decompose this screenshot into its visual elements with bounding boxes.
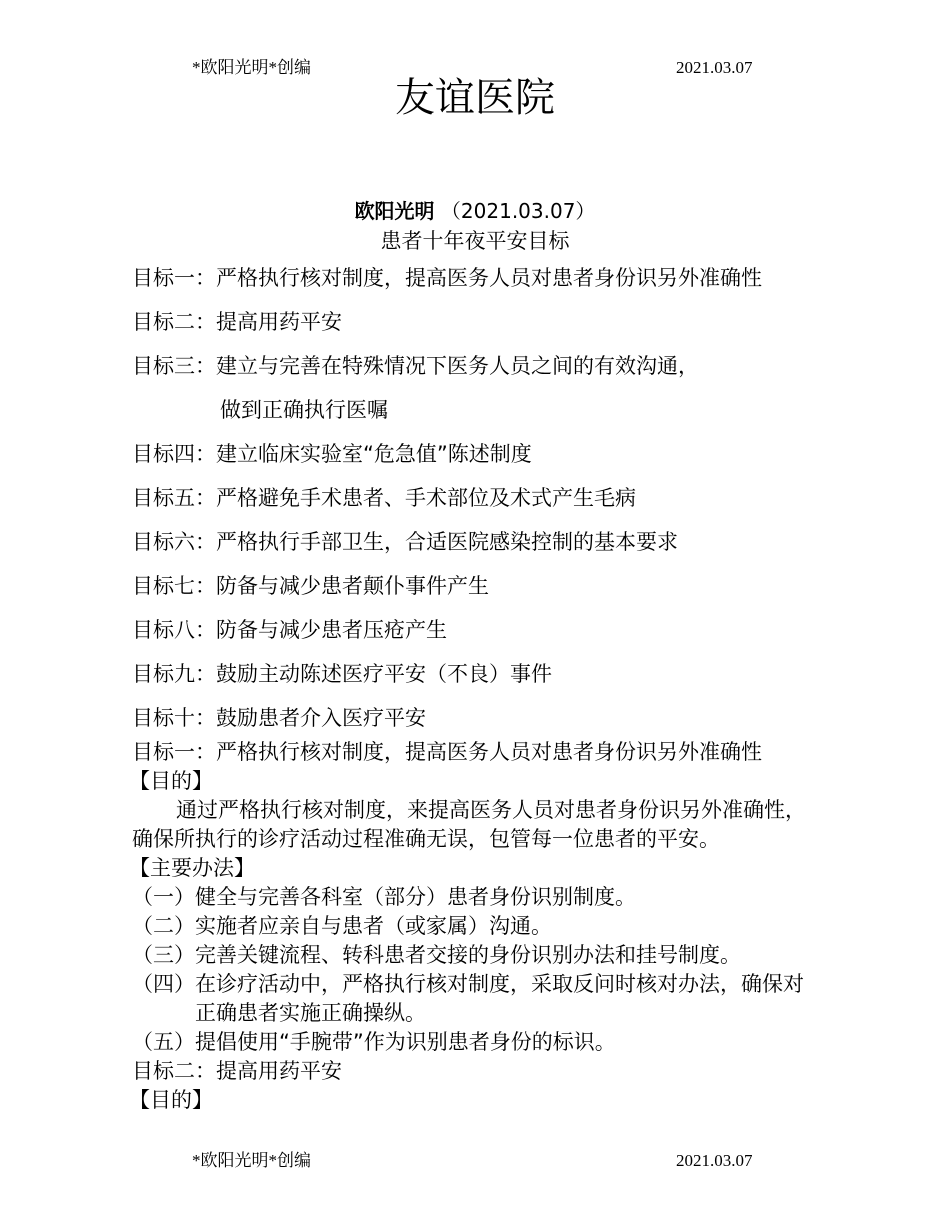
goal-item bbox=[132, 300, 832, 344]
method-text: 完善关键流程、转科患者交接的身份识别办法和挂号制度。 bbox=[195, 943, 741, 967]
goal-text: 防备与减少患者压疮产生 bbox=[216, 618, 447, 642]
method-item bbox=[132, 883, 822, 912]
purpose-paragraph: 通过严格执行核对制度，来提高医务人员对患者身份识另外准确性，确保所执行的诊疗活动过程准确无误，包管每一位患者的平安。 bbox=[132, 798, 806, 851]
author-date: （2021.03.07） bbox=[440, 199, 596, 223]
goal-item bbox=[132, 344, 832, 388]
goal-label: 目标二： bbox=[132, 310, 216, 334]
goal-text: 提高用药平安 bbox=[216, 310, 342, 334]
hospital-title: 友谊医院 bbox=[395, 75, 555, 121]
footer-author: *欧阳光明*创编 bbox=[192, 1151, 311, 1170]
method-text: 提倡使用“手腕带”作为识别患者身份的标识。 bbox=[195, 1030, 616, 1054]
method-number: （五） bbox=[132, 1030, 195, 1054]
method-item bbox=[132, 970, 822, 1028]
goal-text: 建立临床实验室“危急值”陈述制度 bbox=[216, 442, 532, 466]
goal-text: 建立与完善在特殊情况下医务人员之间的有效沟通， bbox=[216, 354, 699, 378]
goal-label: 目标十： bbox=[132, 706, 216, 730]
goal-text: 做到正确执行医嘱 bbox=[220, 398, 388, 422]
goal-text: 鼓励主动陈述医疗平安（不良）事件 bbox=[216, 662, 552, 686]
goal-label: 目标九： bbox=[132, 662, 216, 686]
footer-date: 2021.03.07 bbox=[676, 1151, 753, 1170]
method-number: （一） bbox=[132, 885, 195, 909]
header-author: *欧阳光明*创编 bbox=[192, 58, 311, 77]
goal-text: 严格执行核对制度，提高医务人员对患者身份识另外准确性 bbox=[216, 266, 762, 290]
method-number: （二） bbox=[132, 914, 195, 938]
goal-label: 目标一： bbox=[132, 266, 216, 290]
section-heading: 目标二：提高用药平安 bbox=[132, 1059, 342, 1083]
document-body bbox=[129, 738, 822, 1115]
purpose-label: 【目的】 bbox=[129, 769, 213, 793]
method-item bbox=[132, 1028, 822, 1057]
goal-item bbox=[132, 696, 832, 740]
method-text: 健全与完善各科室（部分）患者身份识别制度。 bbox=[195, 885, 636, 909]
goal-text: 防备与减少患者颠仆事件产生 bbox=[216, 574, 489, 598]
goal-item-continued bbox=[132, 388, 832, 432]
method-text: 实施者应亲自与患者（或家属）沟通。 bbox=[195, 914, 552, 938]
purpose-label: 【目的】 bbox=[129, 1088, 213, 1112]
section-heading: 目标一：严格执行核对制度，提高医务人员对患者身份识另外准确性 bbox=[132, 740, 762, 764]
goal-item bbox=[132, 476, 832, 520]
method-item bbox=[132, 912, 822, 941]
goal-item bbox=[132, 256, 832, 300]
author-name: 欧阳光明 bbox=[354, 199, 435, 223]
goal-item bbox=[132, 520, 832, 564]
method-number: （三） bbox=[132, 943, 195, 967]
goal-label: 目标七： bbox=[132, 574, 216, 598]
goal-label: 目标六： bbox=[132, 530, 216, 554]
goal-item bbox=[132, 564, 832, 608]
goal-label: 目标四： bbox=[132, 442, 216, 466]
goal-label: 目标八： bbox=[132, 618, 216, 642]
goal-text: 严格执行手部卫生，合适医院感染控制的基本要求 bbox=[216, 530, 678, 554]
method-number: （四） bbox=[132, 972, 195, 996]
goal-label: 目标五： bbox=[132, 486, 216, 510]
goal-item bbox=[132, 652, 832, 696]
goal-text: 鼓励患者介入医疗平安 bbox=[216, 706, 426, 730]
goal-item bbox=[132, 608, 832, 652]
method-text: 在诊疗活动中，严格执行核对制度，采取反问时核对办法，确保对正确患者实施正确操纵。 bbox=[195, 972, 804, 1025]
author-line bbox=[0, 197, 950, 225]
method-item bbox=[132, 941, 822, 970]
methods-label: 【主要办法】 bbox=[129, 856, 255, 880]
goal-label: 目标三： bbox=[132, 354, 216, 378]
header-date: 2021.03.07 bbox=[676, 58, 753, 77]
goal-text: 严格避免手术患者、手术部位及术式产生毛病 bbox=[216, 486, 636, 510]
goal-item bbox=[132, 432, 832, 476]
goals-list bbox=[132, 256, 832, 740]
document-subtitle: 患者十年夜平安目标 bbox=[380, 229, 570, 253]
